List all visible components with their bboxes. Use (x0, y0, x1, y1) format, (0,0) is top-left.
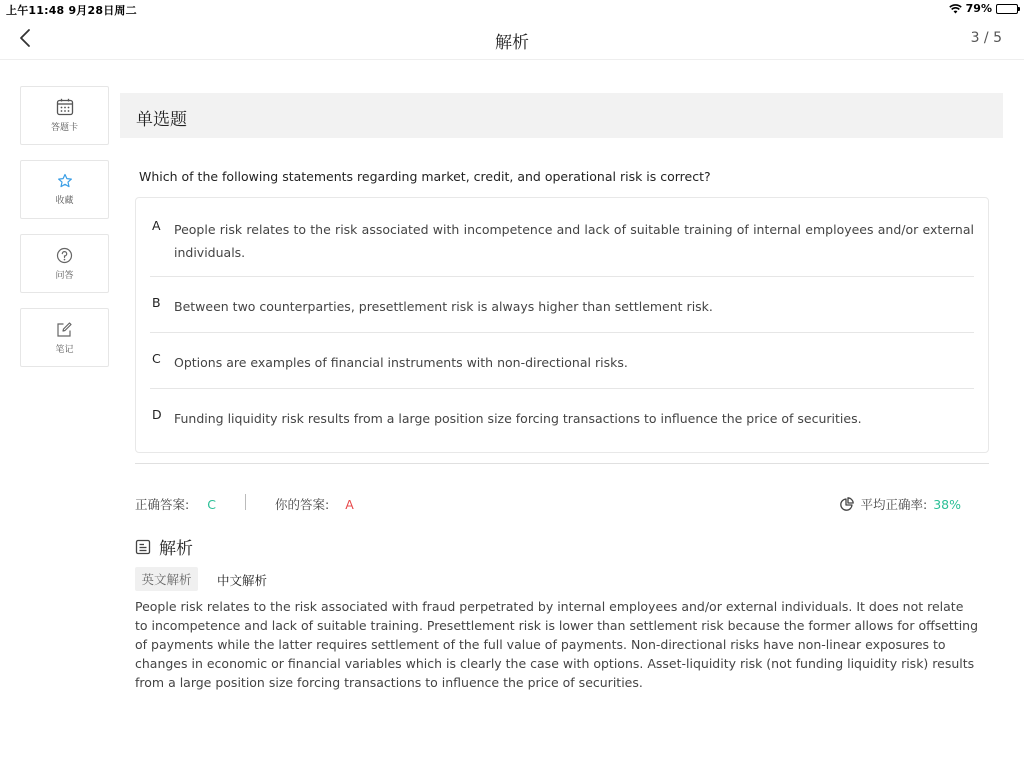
average-accuracy-label: 平均正确率: (860, 497, 928, 512)
option-text: Between two counterparties, presettlement risk is always higher than settlement risk. (174, 299, 713, 314)
option-text: Options are examples of financial instruments with non-directional risks. (174, 355, 628, 370)
analysis-heading (135, 534, 193, 559)
option-text: People risk relates to the risk associated with incompetence and lack of suitable training of internal employees and/or external individuals. (174, 222, 974, 260)
question-circle-icon (56, 247, 73, 264)
edit-note-icon (56, 321, 73, 338)
analysis-text: People risk relates to the risk associated with fraud perpetrated by internal employees and/or external individuals. It does not relate to incompetence and lack of suitable training. Presettlement risk is lower than settlement risk because the former allows for offsetting of payments while the latter requires settlement of the full value of payments. Non-directional risks have non-linear exposures to changes in economic or financial variables which is clearly the case with options. Asset-liquidity risk (not funding liquidity risk) results from a large position size forcing transactions to influence the price of securities. (135, 599, 979, 690)
option-letter: B (152, 295, 161, 310)
tab-english-analysis[interactable]: 英文解析 (135, 567, 198, 591)
document-icon (135, 539, 151, 555)
answer-card-icon (56, 98, 74, 116)
correct-answer-label: 正确答案: (135, 497, 190, 512)
wifi-icon (949, 4, 962, 14)
your-answer-label: 你的答案: (275, 497, 330, 512)
option-text: Funding liquidity risk results from a large position size forcing transactions to influence the price of securities. (174, 411, 862, 426)
average-accuracy-value: 38% (933, 496, 961, 512)
favorite-label: 收藏 (55, 196, 74, 206)
answer-card-button[interactable] (20, 86, 109, 145)
nav-bar (0, 18, 1024, 60)
options-list (135, 197, 989, 453)
option-d[interactable] (150, 407, 974, 430)
battery-icon (996, 4, 1018, 14)
correct-answer-value: C (207, 497, 216, 512)
section-divider (135, 463, 989, 464)
option-divider (150, 388, 974, 389)
status-time-date: 上午11:48 9月28日周二 (6, 4, 137, 17)
option-divider (150, 332, 974, 333)
analysis-title: 解析 (159, 539, 193, 559)
qa-button[interactable] (20, 234, 109, 293)
answer-card-label: 答题卡 (50, 123, 78, 133)
option-letter: A (152, 218, 161, 233)
status-indicators (949, 2, 1018, 15)
status-bar (0, 0, 1024, 18)
question-type: 单选题 (136, 110, 187, 130)
average-accuracy (839, 495, 961, 513)
correct-answer (135, 495, 216, 513)
battery-percent: 79% (965, 2, 992, 15)
question-counter: 3 / 5 (970, 30, 1002, 46)
option-c[interactable] (150, 351, 974, 374)
your-answer-value: A (345, 497, 354, 512)
question-type-bar (120, 93, 1003, 138)
question-stem: Which of the following statements regarding market, credit, and operational risk is correct? (139, 169, 711, 184)
your-answer (275, 495, 354, 513)
favorite-button[interactable] (20, 160, 109, 219)
option-divider (150, 276, 974, 277)
page-title: 解析 (495, 33, 529, 53)
option-letter: D (152, 407, 162, 422)
tab-chinese-analysis[interactable]: 中文解析 (217, 573, 268, 588)
option-a[interactable] (150, 218, 974, 264)
option-letter: C (152, 351, 161, 366)
option-b[interactable] (150, 295, 974, 318)
notes-label: 笔记 (55, 344, 74, 355)
qa-label: 问答 (55, 270, 74, 281)
star-icon (57, 173, 73, 189)
pie-chart-icon (839, 497, 854, 512)
notes-button[interactable] (20, 308, 109, 367)
answer-divider (245, 494, 246, 510)
